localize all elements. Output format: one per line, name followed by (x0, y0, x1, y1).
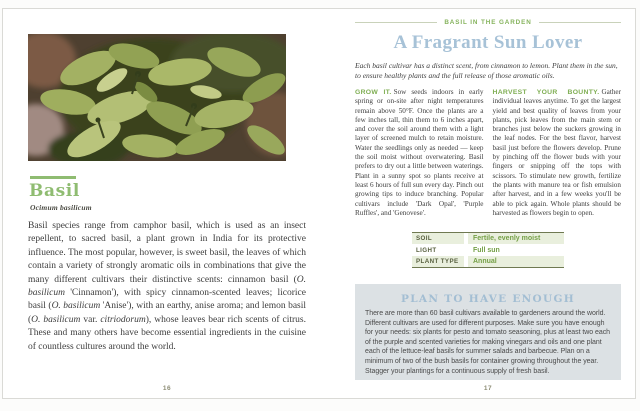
table-label-soil: SOIL (412, 233, 464, 244)
harvest-lead: HARVEST YOUR BOUNTY. (492, 89, 600, 96)
page-number-left: 16 (162, 385, 172, 392)
column-harvest (493, 88, 622, 218)
open-book-spread (2, 8, 636, 399)
harvest-paragraph (493, 88, 622, 218)
table-label-light: LIGHT (416, 246, 437, 254)
column-grow-it (355, 88, 484, 218)
grow-it-paragraph (355, 88, 484, 218)
grow-it-text: Sow seeds indoors in early spring or on-site after night temperatures remain above 50°F. Once the plants are a few inches tall, thin them to 6 inches apart, and cover the soil around them with a light layer of screened mulch to retain moisture. Water the seedlings only as needed — keep the soil moist without overwatering. Basil prefers to dry out a little between waterings. Plant in a sunny spot so plants receive at least 6 hours of full sun every day. Pinch out growing tips to induce branching. Popular cultivars include 'Dark Opal', 'Purple Ruffles', and 'Genovese'. (355, 88, 484, 217)
grow-it-lead: GROW IT. (355, 89, 392, 96)
section-kicker: BASIL IN THE GARDEN (444, 19, 532, 26)
table-row-plant-type (412, 256, 564, 267)
kicker-rule-left (355, 22, 437, 23)
table-row-light (412, 244, 564, 255)
table-label-plant-type: PLANT TYPE (412, 256, 464, 267)
page-number-right: 17 (483, 385, 493, 392)
basil-photo-illustration (28, 34, 286, 161)
table-value-light: Full sun (473, 246, 500, 254)
title-rule (30, 176, 76, 179)
page-title: Basil (29, 181, 80, 201)
section-kicker-row (355, 19, 621, 26)
species-name: Ocimum basilicum (30, 203, 92, 212)
harvest-text: Gather individual leaves anytime. To get the largest yield and best quality of leaves from your plants, pick leaves from the main stem or branches just below the suckers growing in the leaf nodes. For the best flavor, harvest basil just before the flowers develop. Prune by pinching off the flower buds with your fingers or snipping off the tops with scissors. To stimulate new growth, fertilize the plants with manure tea or fish emulsion after harvest, and in a few weeks you'll be able to pick again. Whole plants should be harvested as flowers begin to open. (492, 88, 621, 217)
article-title: A Fragrant Sun Lover (393, 32, 583, 53)
two-column-text (355, 88, 621, 218)
article-intro: Each basil cultivar has a distinct scent, from cinnamon to lemon. Plant them in the sun, to ensure healthy plants and the full release of those aromatic oils. (355, 61, 618, 81)
callout-title: PLAN TO HAVE ENOUGH (401, 293, 575, 305)
table-row-soil (412, 233, 564, 244)
growing-info-table (412, 232, 564, 268)
plan-callout-box (355, 284, 621, 380)
left-body-paragraph: Basil species range from camphor basil, which is used as an insect repellent, to sacred basil, a plant grown in India for its protective influence. The most popular, however, is sweet basil, the leaves of which contain a variety of strongly aromatic oils in combinations that give the many different cultivars their distinctive scents: cinnamon basil (O. basilicum 'Cinnamon'), with spicy cinnamon-scented leaves; licorice basil (O. basilicum 'Anise'), with an earthy, anise aroma; and lemon basil (O. basilicum var. citriodorum), whose leaves bear rich scents of citrus. These and many others have become essential ingredients in the cuisine of countless cultures around the world. (28, 221, 307, 352)
callout-body: There are more than 60 basil cultivars available to gardeners around the world. Different cultivars are used for different purposes. Make sure you have enough for your needs: six plants for pesto and tomato seasoning, plus at least two each of the purple and scented varieties for making vinegars and oils and one plant each of the lettuce-leaf basils for summer salads and barbecue. Plan on a minimum of two of the bush basils for container growing throughout the year. Stagger your plantings for a continuous supply of fresh basil. (365, 310, 610, 375)
kicker-rule-right (539, 22, 621, 23)
basil-photo (28, 34, 286, 161)
table-value-soil: Fertile, evenly moist (468, 233, 564, 244)
table-value-plant-type: Annual (468, 256, 564, 267)
